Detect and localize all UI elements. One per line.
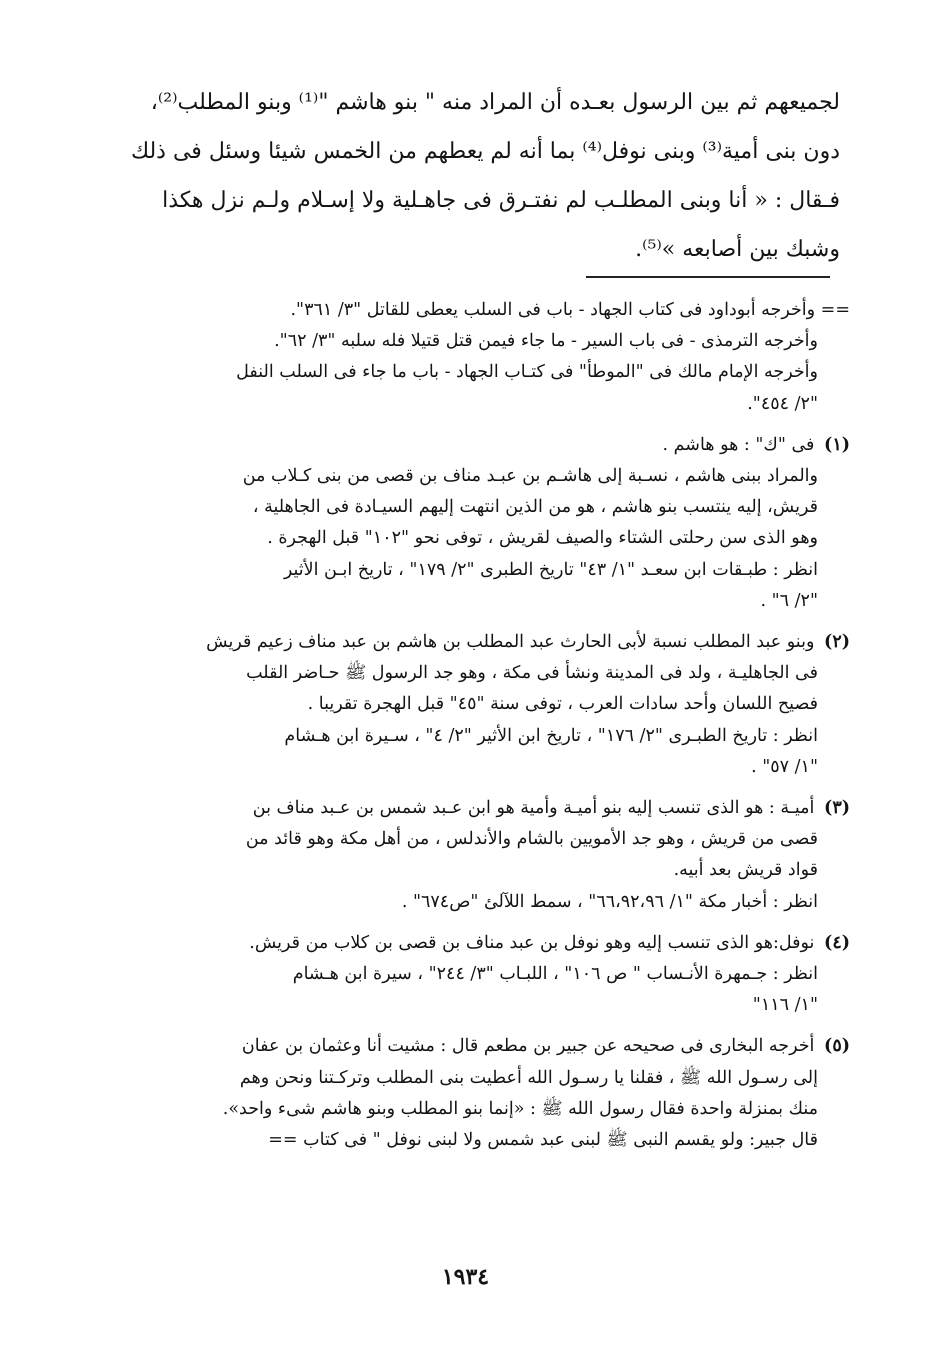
footnote-line: قريش، إليه ينتسب بنو هاشم ، هو من الذين انتهت إليهم السيـادة فى الجاهلية ، [252,497,818,518]
footnote-line: "٢/ ٦" . [760,590,818,611]
footnote-line: وبنو عبد المطلب نسبة لأبى الحارث عبد المطلب بن هاشم بن عبد مناف زعيم قريش [206,632,815,653]
footnote-3 [110,793,850,918]
footnote-line: قال جبير: ولو يقسم النبى ﷺ لبنى عبد شمس ولا لبنى نوفل " فى كتاب == [268,1130,818,1151]
footnote-line: نوفل:هو الذى تنسب إليه وهو نوفل بن عبد مناف بن قصى بن كلاب من قريش. [249,932,815,953]
footnote-number: (٥) [824,1036,850,1057]
footnote-line: والمراد ببنى هاشم ، نسـبة إلى هاشـم بن عبـد مناف بن قصى من بنى كـلاب من [242,466,818,487]
footnote-number: (٤) [824,932,850,953]
main-text-line: دون بنى أمية⁽³⁾ وبنى نوفل⁽⁴⁾ بما أنه لم يعطهم من الخمس شيئا وسئل فى ذلك [130,139,840,164]
footnote-line: وأخرجه الإمام مالك فى "الموطأ" فى كتـاب الجهاد - باب ما جاء فى السلب النفل [236,362,818,383]
footnote-line: == وأخرجه أبوداود فى كتاب الجهاد - باب فى السلب يعطى للقاتل "٣/ ٣٦١". [290,300,850,320]
main-text-line: وشبك بين أصابعه »⁽⁵⁾. [635,237,840,262]
page-number: ١٩٣٤ [441,1264,490,1290]
footnote-line: فصيح اللسان وأحد سادات العرب ، توفى سنة "٤٥" قبل الهجرة تقريبا . [307,694,818,715]
footnote-line: وهو الذى سن رحلتى الشتاء والصيف لقريش ، توفى نحو "١٠٢" قبل الهجرة . [267,528,818,549]
footnote-number: (١) [824,434,850,455]
footnote-line: "١/ ٥٧" . [751,756,818,777]
footnote-number: (٣) [824,798,850,819]
main-text-line: فـقال : « أنا وبنى المطلـب لم نفتـرق فى جاهـلية ولا إسـلام ولـم نزل هكذا [162,188,840,213]
footnote-1 [110,430,850,617]
footnote-line: قواد قريش بعد أبيه. [673,860,818,881]
footnote-line: "١/ ١١٦" [752,995,818,1016]
main-text [110,78,840,274]
footnote-line: وأخرجه الترمذى - فى باب السير - ما جاء فيمن قتل قتيلا فله سلبه "٣/ ٦٢". [274,331,818,352]
footnote-line: منك بمنزلة واحدة فقال رسول الله ﷺ : «إنما بنو المطلب وبنو هاشم شىء واحد». [222,1098,818,1119]
footnote-line: إلى رسـول الله ﷺ ، فقلنا يا رسـول الله أعطيت بنى المطلب وتركـتنا ونحن وهم [239,1067,818,1088]
footnote-line: أخرجه البخارى فى صحيحه عن جبير بن مطعم قال : مشيت أنا وعثمان بن عفان [241,1036,815,1057]
footnote-number: (٢) [824,632,850,653]
footnote-line: انظر : أخبار مكة "١/ ٦٦،٩٢،٩٦" ، سمط اللآلئ "ص٦٧٤" . [401,891,818,912]
footnote-line: فى الجاهليـة ، ولد فى المدينة ونشأ فى مكة ، وهو جد الرسول ﷺ حـاضر القلب [246,663,818,684]
footnote-line: انظر : جـمهرة الأنـساب " ص ١٠٦" ، اللبـاب "٣/ ٢٤٤" ، سيرة ابن هـشام [292,964,818,985]
footnote-2 [110,627,850,783]
footnote-line: قصى من قريش ، وهو جد الأمويين بالشام والأندلس ، من أهل مكة وهو قائد من [245,829,818,850]
footnote-line: "٢/ ٤٥٤". [747,393,818,414]
footnote-separator [586,276,830,278]
footnotes [110,295,850,1166]
footnote-continuation [110,295,850,420]
footnote-line: انظر : طبـقات ابن سعـد "١/ ٤٣" تاريخ الطبرى "٢/ ١٧٩" ، تاريخ ابـن الأثير [283,559,818,580]
main-text-line: لجميعهم ثم بين الرسول بعـده أن المراد منه " بنو هاشم "⁽¹⁾ وبنو المطلب⁽²⁾، [150,90,840,115]
footnote-line: انظر : تاريخ الطبـرى "٢/ ١٧٦" ، تاريخ ابن الأثير "٢/ ٤" ، سـيرة ابن هـشام [284,725,818,746]
footnote-line: فى "ك" : هو هاشم . [662,434,815,455]
footnote-4 [110,928,850,1022]
footnote-line: أميـة : هو الذى تنسب إليه بنو أميـة وأمية هو ابن عـبد شمس بن عـبد مناف بن [252,798,815,819]
footnote-5 [110,1031,850,1156]
